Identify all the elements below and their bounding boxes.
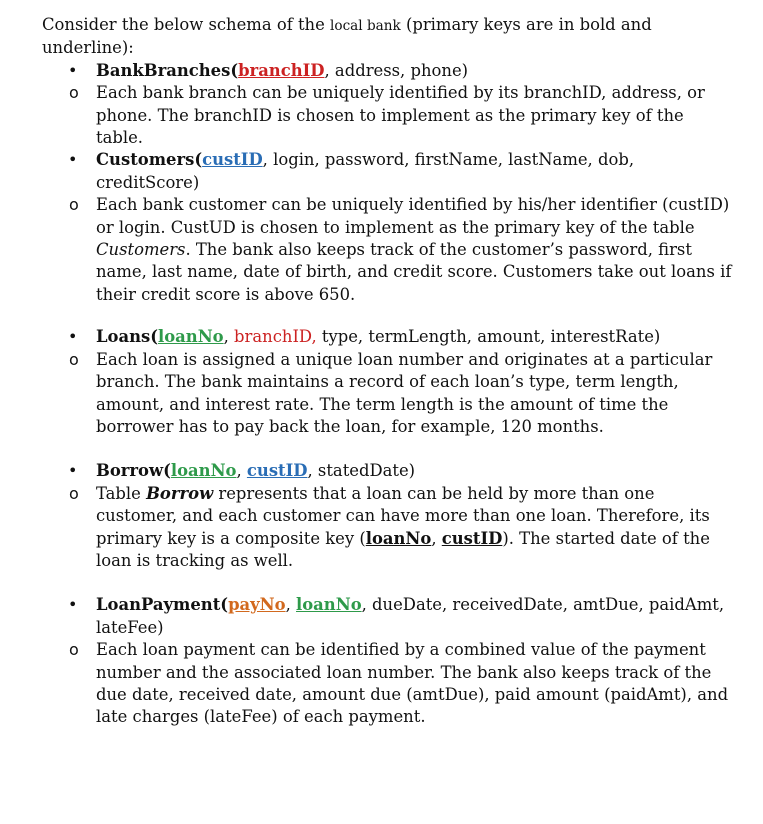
schema-list-2	[42, 149, 732, 194]
primary-key-loanno: loanNo	[296, 595, 362, 615]
foreign-key-branchid: branchID,	[234, 327, 317, 347]
description-text: Table	[96, 483, 147, 503]
description-text-end: ). The started date of the loan is tracking as well.	[96, 528, 710, 570]
description-text: Each loan is assigned a unique loan number and originates at a particular branch. The bank maintains a record of each loan’s type, term length, amount, and interest rate. The term length is the amount of time the borrower has to pay back the loan, for example, 120 months.	[96, 349, 713, 436]
table-name: Customers	[96, 150, 195, 170]
spacer	[42, 572, 732, 594]
description-text: Each bank branch can be uniquely identified by its branchID, address, or phone. The branchID is chosen to implement as the primary key of the table.	[96, 83, 705, 148]
schema-loans	[96, 326, 732, 348]
attributes: , login, password, firstName, lastName, dob, creditScore)	[96, 150, 635, 192]
description-customers	[42, 194, 732, 306]
open-paren: (	[150, 327, 158, 347]
description-loans	[42, 349, 732, 439]
schema-customers	[96, 149, 732, 194]
primary-key-branchid: branchID	[238, 60, 325, 80]
description-bold-italic: Borrow	[146, 483, 214, 503]
table-item-bankbranches	[42, 60, 732, 82]
open-paren: (	[194, 150, 203, 170]
comma: ,	[236, 461, 247, 481]
table-name: Loans	[96, 327, 151, 347]
schema-list	[42, 60, 732, 82]
schema-list-3	[42, 326, 732, 348]
schema-list-4	[42, 460, 732, 482]
bullet-icon: •	[68, 150, 78, 170]
ring-bullet-icon: o	[69, 195, 79, 215]
intro-text: Consider the below schema of the	[42, 15, 331, 34]
bullet-icon: •	[68, 60, 78, 80]
table-name: Borrow	[96, 461, 164, 481]
description-borrow	[42, 483, 732, 573]
description-text-mid: represents that a loan can be held by more than one customer, and each customer can have more than one loan. Therefore, its primary key is a composite key (	[96, 483, 710, 548]
attributes: , dueDate, receivedDate, amtDue, paidAmt, lateFee)	[96, 595, 725, 637]
ring-bullet-icon: o	[69, 483, 79, 503]
open-paren: (	[230, 60, 239, 80]
spacer	[42, 306, 732, 326]
open-paren: (	[163, 461, 171, 481]
primary-key-custid: custID	[246, 461, 308, 481]
ring-bullet-icon: o	[69, 83, 79, 103]
bullet-icon: •	[68, 327, 78, 347]
intro-text-end: (primary keys are in bold and underline):	[42, 15, 652, 58]
ring-bullet-icon: o	[69, 640, 79, 660]
table-item-borrow	[42, 460, 732, 482]
primary-key-loanno: loanNo	[158, 327, 224, 347]
ring-bullet-icon: o	[69, 349, 79, 369]
table-name: BankBranches	[96, 60, 231, 80]
description-italic: Customers	[96, 240, 186, 260]
description-text: Each loan payment can be identified by a combined value of the payment number and the associated loan number. The bank also keeps track of the due date, received date, amount due (amtDue), paid amount (paidAmt), and late charges (lateFee) of each payment.	[96, 640, 729, 727]
description-text: Each bank customer can be uniquely identified by his/her identifier (custID) or login. CustUD is chosen to implement as the primary key of the table	[96, 195, 730, 237]
schema-loanpayment	[96, 594, 732, 639]
bullet-icon: •	[68, 461, 78, 481]
bullet-icon: •	[68, 595, 78, 615]
primary-key-loanno: loanNo	[170, 461, 237, 481]
primary-key-custid: custID	[202, 150, 263, 170]
attributes: , address, phone)	[324, 60, 469, 80]
intro-local-bank: local bank	[330, 18, 401, 34]
primary-key-payno: payNo	[228, 595, 286, 615]
composite-key-custid: custID	[441, 528, 503, 548]
table-item-customers	[42, 149, 732, 194]
comma: ,	[285, 595, 297, 615]
attributes: , statedDate)	[307, 461, 416, 481]
open-paren: (	[220, 595, 229, 615]
schema-bankbranches	[96, 60, 732, 82]
attributes: type, termLength, amount, interestRate)	[316, 327, 661, 347]
intro-paragraph	[42, 14, 732, 60]
spacer	[42, 438, 732, 460]
table-name: LoanPayment	[96, 595, 221, 615]
table-item-loans	[42, 326, 732, 348]
schema-borrow	[96, 460, 732, 482]
table-item-loanpayment	[42, 594, 732, 639]
description-text-end: . The bank also keeps track of the customer’s password, first name, last name, date of birth, and credit score. Customers take out loans if their credit score is above 650.	[96, 240, 732, 304]
description-comma: ,	[431, 528, 442, 548]
composite-key-loanno: loanNo	[365, 528, 432, 548]
description-loanpayment	[42, 639, 732, 729]
document	[42, 14, 732, 729]
description-bankbranches	[42, 82, 732, 149]
schema-list-5	[42, 594, 732, 639]
comma: ,	[223, 327, 235, 347]
